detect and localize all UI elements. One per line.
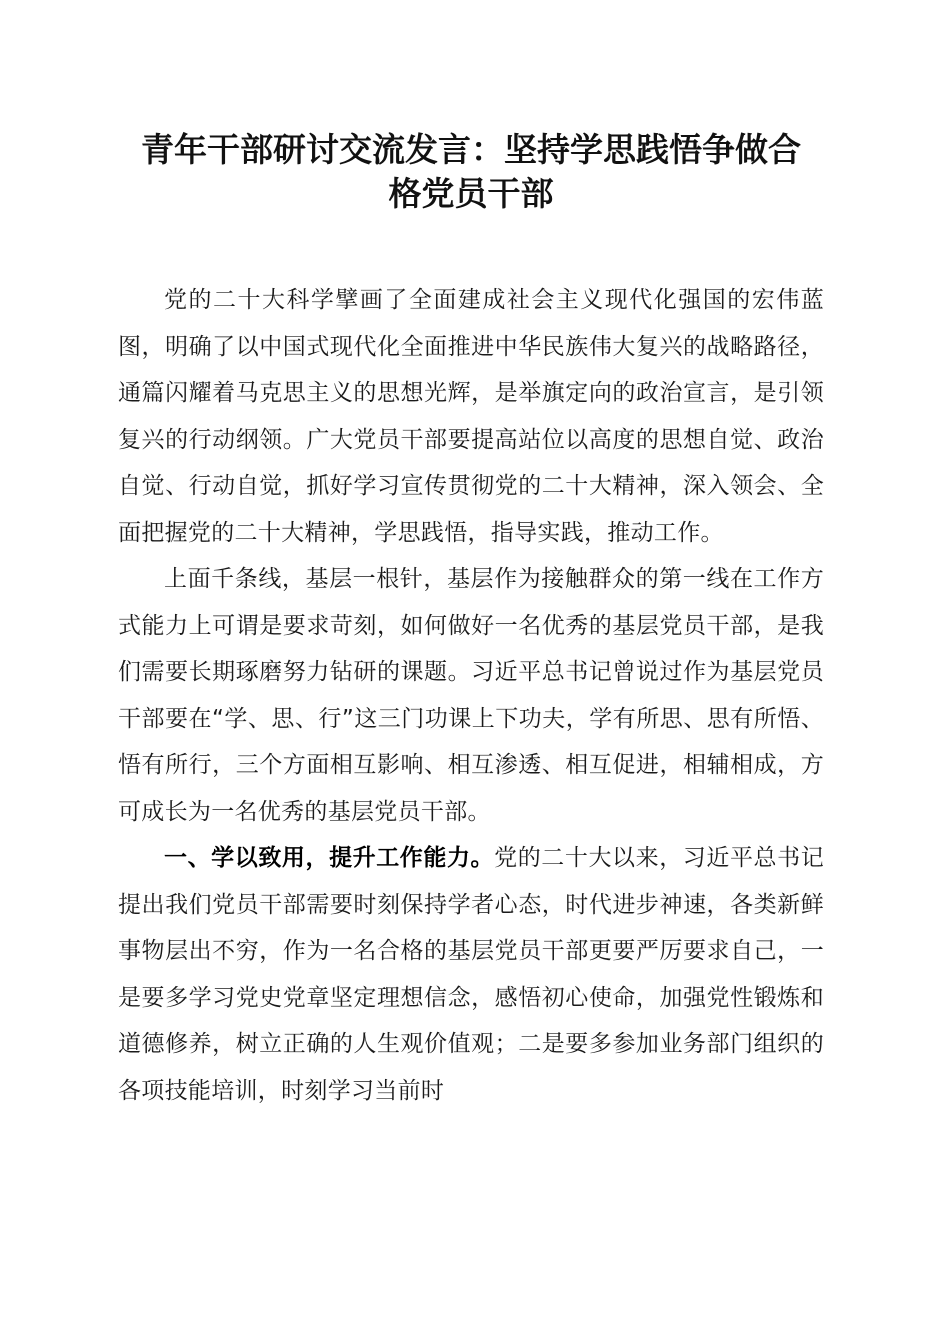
title-line-2: 格党员干部 — [388, 174, 554, 213]
document-page — [118, 128, 824, 1114]
paragraph-2 — [118, 556, 824, 835]
paragraph-1-text: 党的二十大科学擘画了全面建成社会主义现代化强国的宏伟蓝图，明确了以中国式现代化全面推进中华民族伟大复兴的战略路径，通篇闪耀着马克思主义的思想光辉，是举旗定向的政治宣言，是引领复兴的行动纲领。广大党员干部要提高站位以高度的思想自觉、政治自觉、行动自觉，抓好学习宣传贯彻党的二十大精神，深入领会、全面把握党的二十大精神，学思践悟，指导实践，推动工作。 — [118, 287, 824, 546]
document-body — [118, 277, 824, 1114]
paragraph-3 — [118, 835, 824, 1114]
paragraph-1 — [118, 277, 824, 556]
section-heading: 一、学以致用，提升工作能力。 — [164, 845, 495, 871]
document-title — [118, 128, 824, 216]
paragraph-3-text: 党的二十大以来，习近平总书记提出我们党员干部需要时刻保持学者心态，时代进步神速，各类新鲜事物层出不穷，作为一名合格的基层党员干部更要严厉要求自己，一是要多学习党史党章坚定理想信念，感悟初心使命，加强党性锻炼和道德修养，树立正确的人生观价值观；二是要多参加业务部门组织的各项技能培训，时刻学习当前时 — [118, 845, 824, 1104]
title-line-1: 青年干部研讨交流发言：坚持学思践悟争做合 — [141, 130, 801, 169]
paragraph-2-text: 上面千条线，基层一根针，基层作为接触群众的第一线在工作方式能力上可谓是要求苛刻，如何做好一名优秀的基层党员干部，是我们需要长期琢磨努力钻研的课题。习近平总书记曾说过作为基层党员干部要在“学、思、行”这三门功课上下功夫，学有所思、思有所悟、悟有所行，三个方面相互影响、相互渗透、相互促进，相辅相成，方可成长为一名优秀的基层党员干部。 — [118, 566, 824, 825]
